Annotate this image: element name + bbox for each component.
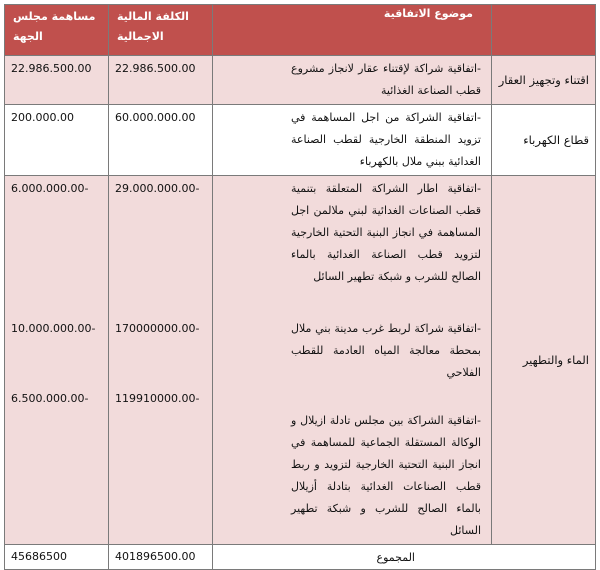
subject-item: -اتفاقية اطار الشراكة المتعلقة بتنمية قطب الصناعات الغدائية لبني ملالمن اجل المساهمة في انجاز البنية التحتية الخارجية لتزويد قطب الصناعة الغدائية بالماء الصالح للشرب و شبكة تطهير السائل [291,182,481,283]
header-row [5,5,596,56]
sector-cell: اقتناء وتجهيز العقار [492,56,596,105]
amount-value: 170000000.00- [115,322,200,335]
agreements-table [4,4,596,570]
subject-item: -اتفاقية شراكة لربط غرب مدينة بني ملال بمحطة معالجة المياه العادمة للقطب الفلاحي [291,322,481,379]
amount-value: 119910000.00- [115,392,200,405]
header-council-share: مساهمة مجلس الجهة [5,5,109,56]
total-label: المجموع [213,545,596,570]
council-share-cell [5,176,109,545]
total-cost-cell [109,176,213,545]
subject-cell: -اتفاقية الشراكة من اجل المساهمة في تزويد المنطقة الخارجية لقطب الصناعة الغدائية ببني ملال بالكهرباء [213,105,492,176]
amount-value: 6.000.000.00- [11,182,89,195]
subject-cell [213,176,492,545]
amount-value: 29.000.000.00- [115,182,200,195]
total-cost-cell: 401896500.00 [109,545,213,570]
header-sector [492,5,596,56]
amount-value: 6.500.000.00- [11,392,89,405]
subject-item: -اتفاقية الشراكة بين مجلس تادلة ازيلال و الوكالة المستقلة الجماعية للمساهمة في انجاز البنية التحتية الخارجية لتزويد و ربط قطب الصناعات الغدائية بتادلة أزيلال بالماء الصالح للشرب و شبكة تطهير السائل [291,414,481,537]
total-cost-cell: 22.986.500.00 [109,56,213,105]
total-cost-cell: 60.000.000.00 [109,105,213,176]
amount-value: 10.000.000.00- [11,322,96,335]
sector-cell: قطاع الكهرباء [492,105,596,176]
council-share-cell: 200.000.00 [5,105,109,176]
subject-cell: -اتفاقية شراكة لإقتناء عقار لانجاز مشروع قطب الصناعة الغذائية [213,56,492,105]
table-row [5,105,596,176]
table-row [5,176,596,545]
header-total-cost: الكلفة المالية الاجمالية [109,5,213,56]
sector-cell: الماء والتطهير [492,176,596,545]
council-share-cell: 22.986.500.00 [5,56,109,105]
header-subject: موضوع الاتفاقية [213,5,492,56]
council-share-cell: 45686500 [5,545,109,570]
total-row [5,545,596,570]
table-row [5,56,596,105]
